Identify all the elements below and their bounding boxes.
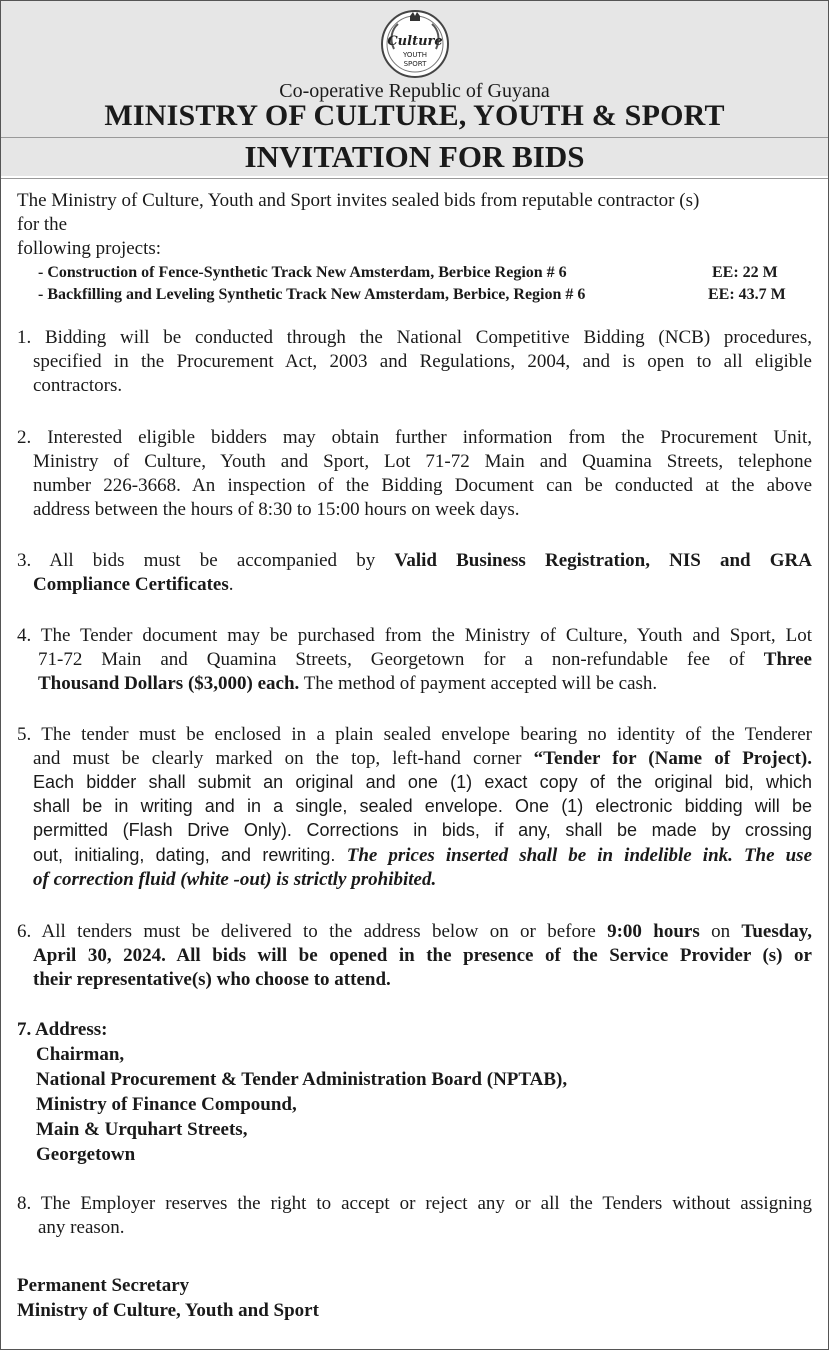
- svg-text:Culture: Culture: [387, 34, 443, 49]
- clause-line: Thousand Dollars ($3,000) each. The method of payment accepted will be cash.: [38, 673, 658, 694]
- clause-line: contractors.: [33, 375, 123, 396]
- intro-line: following projects:: [17, 238, 162, 259]
- project-name: - Backfilling and Leveling Synthetic Track New Amsterdam, Berbice, Region # 6: [38, 286, 586, 303]
- clause-line: 1. Bidding will be conducted through the National Competitive Bidding (NCB) procedures,: [17, 327, 812, 348]
- clause-line: of correction fluid (white -out) is strictly prohibited.: [33, 869, 437, 890]
- clause-line: 71-72 Main and Quamina Streets, Georgetown for a non-refundable fee of Three: [38, 649, 812, 670]
- clause-line: 8. The Employer reserves the right to accept or reject any or all the Tenders without assigning: [17, 1193, 812, 1214]
- clause-line: 2. Interested eligible bidders may obtain further information from the Procurement Unit,: [17, 427, 812, 448]
- address-line: Georgetown: [36, 1144, 136, 1165]
- clause-line: 6. All tenders must be delivered to the address below on or before 9:00 hours on Tuesday,: [17, 921, 813, 942]
- clause-line: and must be clearly marked on the top, left-hand corner “Tender for (Name of Project).: [33, 748, 812, 769]
- address-label: 7. Address:: [17, 1019, 108, 1040]
- signatory-title: Permanent Secretary: [17, 1275, 190, 1296]
- clause-line: 3. All bids must be accompanied by Valid Business Registration, NIS and GRA: [17, 550, 812, 571]
- clause-line: their representative(s) who choose to attend.: [33, 969, 391, 990]
- clause-line: Compliance Certificates.: [33, 574, 234, 595]
- project-name: - Construction of Fence-Synthetic Track New Amsterdam, Berbice Region # 6: [38, 264, 567, 281]
- clause-line: address between the hours of 8:30 to 15:00 hours on week days.: [33, 499, 520, 520]
- intro-line: The Ministry of Culture, Youth and Sport invites sealed bids from reputable contractor (s): [17, 190, 700, 211]
- address-line: Chairman,: [36, 1044, 125, 1065]
- clause-line: number 226-3668. An inspection of the Bidding Document can be conducted at the above: [33, 475, 812, 496]
- ministry-logo: [380, 9, 450, 79]
- country-name: Co-operative Republic of Guyana: [279, 80, 550, 102]
- address-line: National Procurement & Tender Administration Board (NPTAB),: [36, 1069, 568, 1090]
- clause-line: shall be in writing and in a single, sealed envelope. One (1) electronic bidding will be: [33, 796, 812, 816]
- clause-line: April 30, 2024. All bids will be opened in the presence of the Service Provider (s) or: [33, 945, 812, 966]
- signatory-ministry: Ministry of Culture, Youth and Sport: [17, 1300, 319, 1321]
- clause-line: Each bidder shall submit an original and one (1) exact copy of the original bid, which: [33, 772, 812, 792]
- project-estimate: EE: 22 M: [712, 264, 778, 281]
- address-line: Main & Urquhart Streets,: [36, 1119, 248, 1140]
- clause-line: out, initialing, dating, and rewriting. The prices inserted shall be in indelible ink. The use: [33, 845, 813, 866]
- svg-text:SPORT: SPORT: [403, 60, 427, 68]
- clause-line: permitted (Flash Drive Only). Corrections in bids, if any, shall be made by crossing: [33, 820, 812, 840]
- clause-line: Ministry of Culture, Youth and Sport, Lot 71-72 Main and Quamina Streets, telephone: [33, 451, 812, 472]
- svg-text:YOUTH: YOUTH: [402, 51, 428, 59]
- project-estimate: EE: 43.7 M: [708, 286, 786, 303]
- intro-line: for the: [17, 214, 68, 235]
- clause-line: 5. The tender must be enclosed in a plain sealed envelope bearing no identity of the Tenderer: [17, 724, 812, 745]
- address-line: Ministry of Finance Compound,: [36, 1094, 297, 1115]
- ministry-name: MINISTRY OF CULTURE, YOUTH & SPORT: [104, 99, 725, 132]
- clause-line: specified in the Procurement Act, 2003 and Regulations, 2004, and is open to all eligible: [33, 351, 812, 372]
- page-title: INVITATION FOR BIDS: [244, 139, 585, 174]
- clause-line: 4. The Tender document may be purchased from the Ministry of Culture, Youth and Sport, Lot: [17, 625, 812, 646]
- clause-line: any reason.: [38, 1217, 125, 1238]
